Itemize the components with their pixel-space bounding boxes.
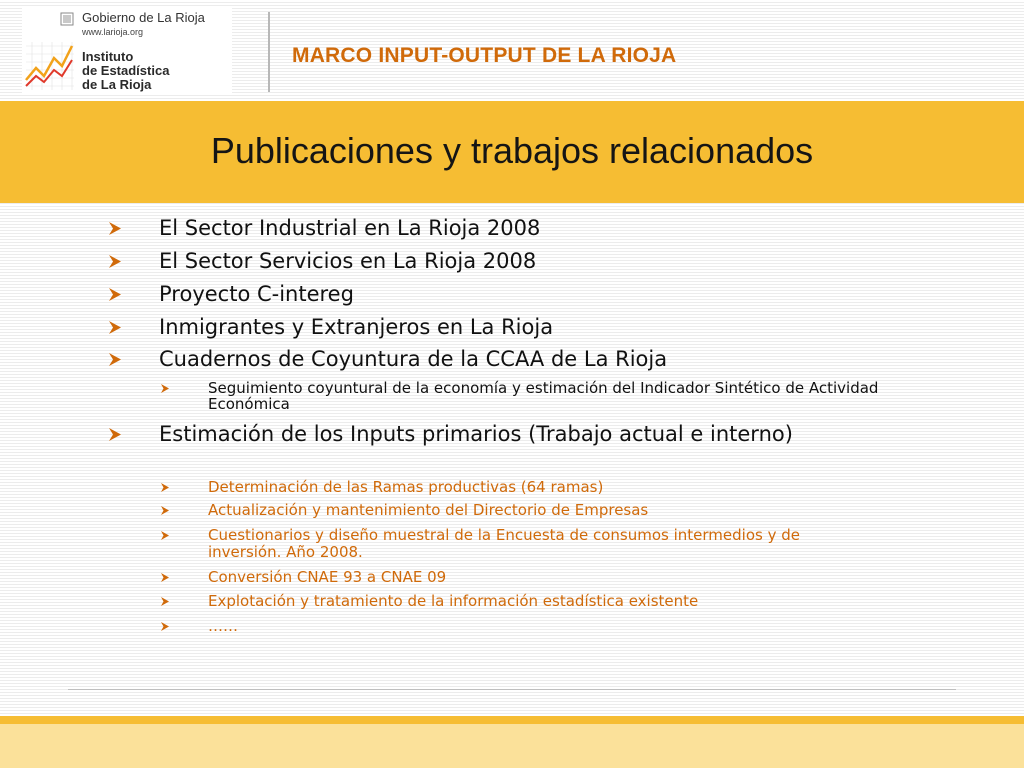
list-subitem [160,527,900,563]
header-divider [268,12,270,92]
list-item-text: Cuadernos de Coyuntura de la CCAA de La Rioja [159,347,668,371]
arrow-bullet-icon [108,427,122,442]
list-subitem-text: Actualización y mantenimiento del Directorio de Empresas [208,501,649,519]
arrow-bullet-icon [160,530,170,541]
list-subitem-text: Cuestionarios y diseño muestral de la Encuesta de consumos intermedios y de inversión. Año 2008. [208,526,800,561]
footer-area [0,724,1024,768]
footer-divider [68,689,956,690]
arrow-bullet-icon [160,621,170,632]
arrow-bullet-icon [108,221,122,236]
arrow-bullet-icon [108,320,122,335]
list-subitem-text: Determinación de las Ramas productivas (64 ramas) [208,478,604,496]
gov-url: www.larioja.org [82,27,144,37]
list-subitem-text: …… [208,617,238,635]
arrow-bullet-icon [160,482,170,493]
list-item-text: Proyecto C-intereg [159,282,354,306]
statistics-chart-icon [22,40,78,92]
arrow-bullet-icon [160,596,170,607]
footer-band [0,716,1024,724]
document-title: MARCO INPUT-OUTPUT DE LA RIOJA [292,44,677,67]
arrow-bullet-icon [160,383,170,394]
list-subitem-text: Seguimiento coyuntural de la economía y estimación del Indicador Sintético de Actividad Económica [208,379,879,413]
list-subitem [160,380,900,416]
arrow-bullet-icon [108,254,122,269]
list-subitem-text: Explotación y tratamiento de la información estadística existente [208,592,699,610]
list-item-text: Estimación de los Inputs primarios (Trabajo actual e interno) [159,422,793,446]
gobierno-logo [22,8,232,94]
slide-title: Publicaciones y trabajos relacionados [210,130,814,171]
arrow-bullet-icon [108,287,122,302]
institute-line-2: de Estadística [82,63,170,78]
gov-name: Gobierno de La Rioja [82,10,205,25]
arrow-bullet-icon [160,572,170,583]
shield-icon [60,12,74,26]
arrow-bullet-icon [108,352,122,367]
list-item-text: El Sector Servicios en La Rioja 2008 [159,249,537,273]
institute-line-3: de La Rioja [82,77,152,92]
arrow-bullet-icon [160,505,170,516]
list-item [108,423,908,471]
list-subitem-text: Conversión CNAE 93 a CNAE 09 [208,568,447,586]
header [0,0,1024,100]
list-item-text: El Sector Industrial en La Rioja 2008 [159,216,541,240]
institute-line-1: Instituto [82,49,134,64]
list-item-text: Inmigrantes y Extranjeros en La Rioja [159,315,554,339]
